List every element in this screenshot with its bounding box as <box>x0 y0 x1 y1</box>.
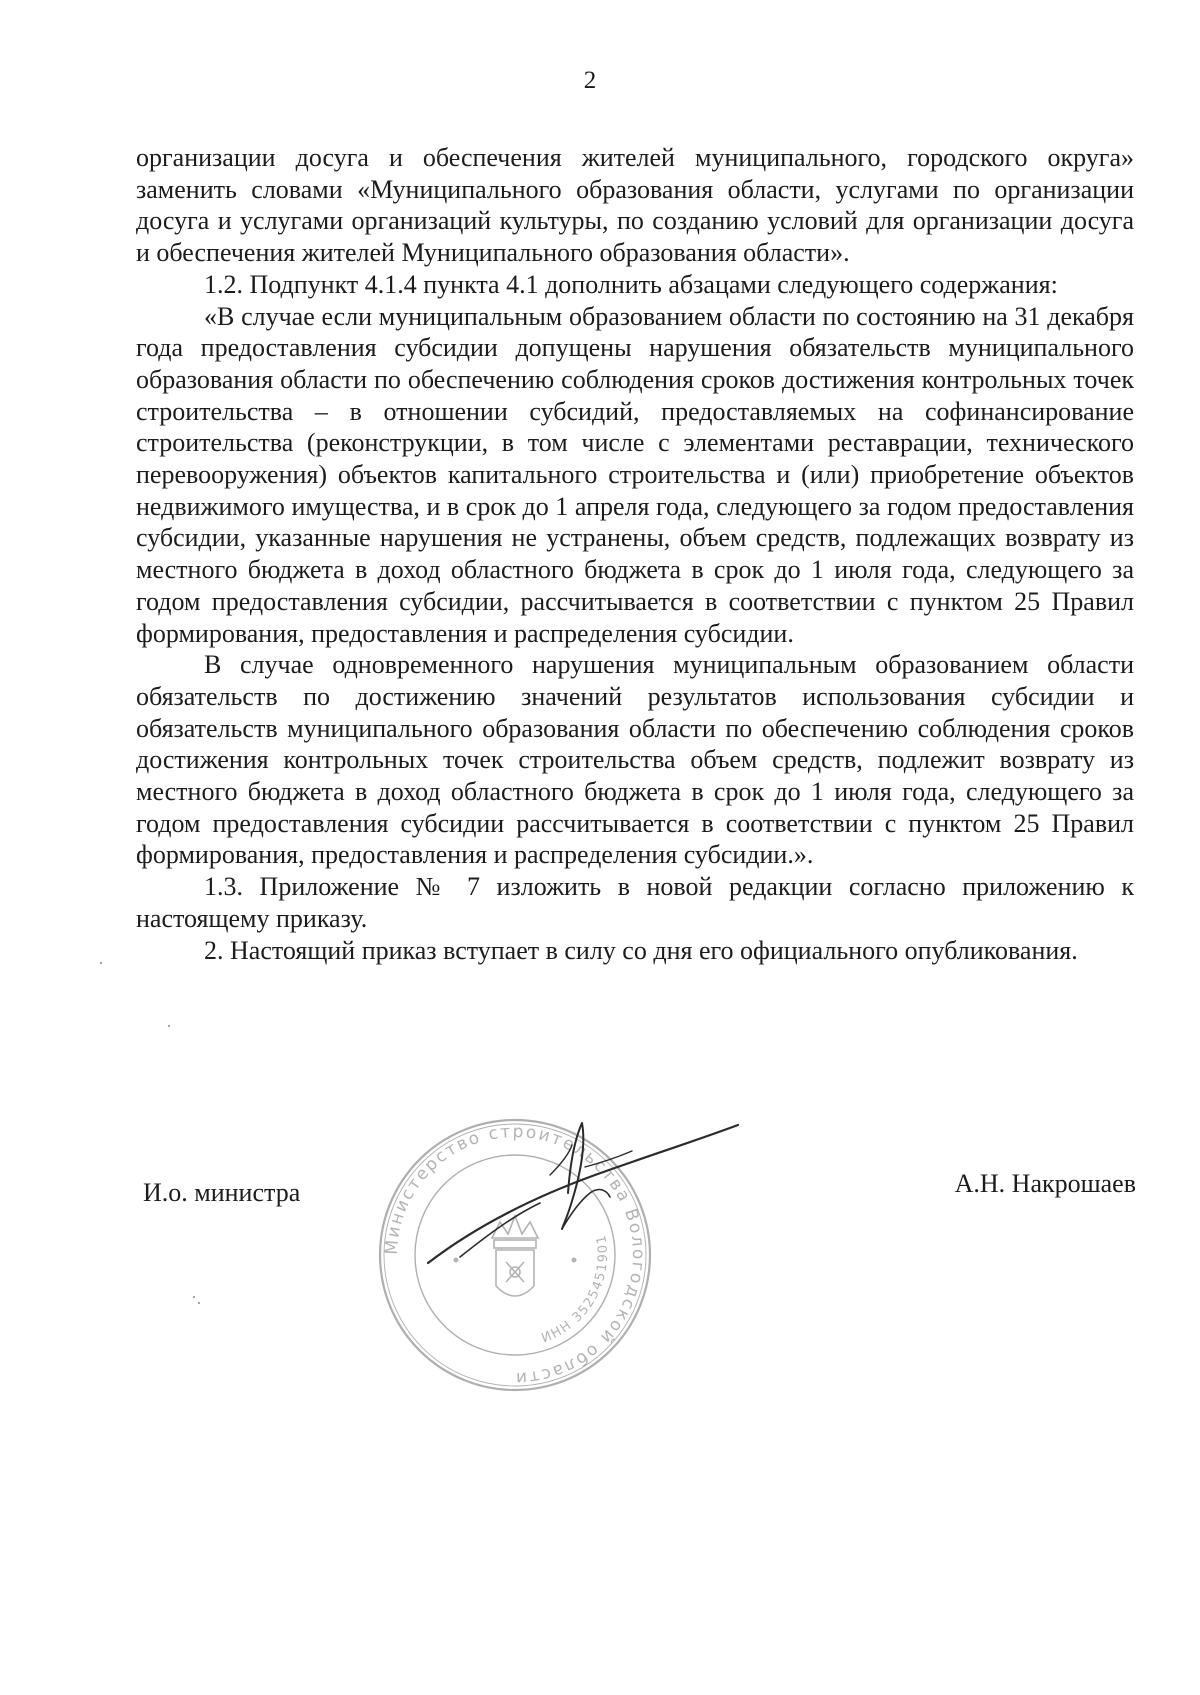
paragraph-continuation: организации досуга и обеспечения жителей муниципального, городского округа» заменить словами «Муниципального образования области, услугами по организации досуга и услугами организаций культуры, по созданию условий для организации досуга и обеспечения жителей Муниципального образования области». <box>136 143 1134 268</box>
scan-speck <box>100 962 102 964</box>
paragraph-2: 2. Настоящий приказ вступает в силу со дня его официального опубликования. <box>204 935 1078 965</box>
paragraph-simultaneous-violation: В случае одновременного нарушения муниципальным образованием области обязательств по достижению значений результатов использования субсидии и обязательств муниципального образования области по обеспечению соблюдения сроков достижения контрольных точек строительства объем средств, подлежит возврату из местного бюджета в доход областного бюджета в срок до 1 июля года, следующего за годом предоставления субсидии рассчитывается в соответствии с пунктом 25 Правил формирования, предоставления и распределения субсидии.». <box>136 650 1134 870</box>
seal-emblem-icon <box>492 1216 538 1296</box>
scan-speck <box>168 1025 170 1027</box>
official-seal-stamp <box>360 1110 670 1400</box>
paragraph-1-2: 1.2. Подпункт 4.1.4 пункта 4.1 дополнить абзацами следующего содержания: <box>204 269 1058 299</box>
scan-speck <box>193 1296 195 1298</box>
paragraph-1-3: 1.3. Приложение № 7 изложить в новой редакции согласно приложению к настоящему приказу. <box>136 872 1134 933</box>
scan-speck <box>198 1302 200 1304</box>
document-body <box>136 142 1134 966</box>
signatory-name: А.Н. Накрошаев <box>954 1169 1136 1198</box>
handwritten-signature <box>420 1105 750 1305</box>
seal-inner-text: ИНН 3525451901 <box>539 1232 612 1347</box>
paragraph-quoted-violation: «В случае если муниципальным образованием области по состоянию на 31 декабря года предоставления субсидии допущены нарушения обязательств муниципального образования области по обеспечению соблюдения сроков достижения контрольных точек строительства – в отношении субсидий, предоставляемых на софинансирование строительства (реконструкции, в том числе с элементами реставрации, технического перевооружения) объектов капитального строительства и (или) приобретение объектов недвижимого имущества, и в срок до 1 апреля года, следующего за годом предоставления субсидии, указанные нарушения не устранены, объем средств, подлежащих возврату из местного бюджета в доход областного бюджета в срок до 1 июля года, следующего за годом предоставления субсидии, рассчитывается в соответствии с пунктом 25 Правил формирования, предоставления и распределения субсидии. <box>136 301 1134 648</box>
page-number: 2 <box>583 67 597 94</box>
signatory-title: И.о. министра <box>143 1178 301 1207</box>
seal-outer-text: Министерство строительства Вологодской области <box>381 1121 649 1389</box>
